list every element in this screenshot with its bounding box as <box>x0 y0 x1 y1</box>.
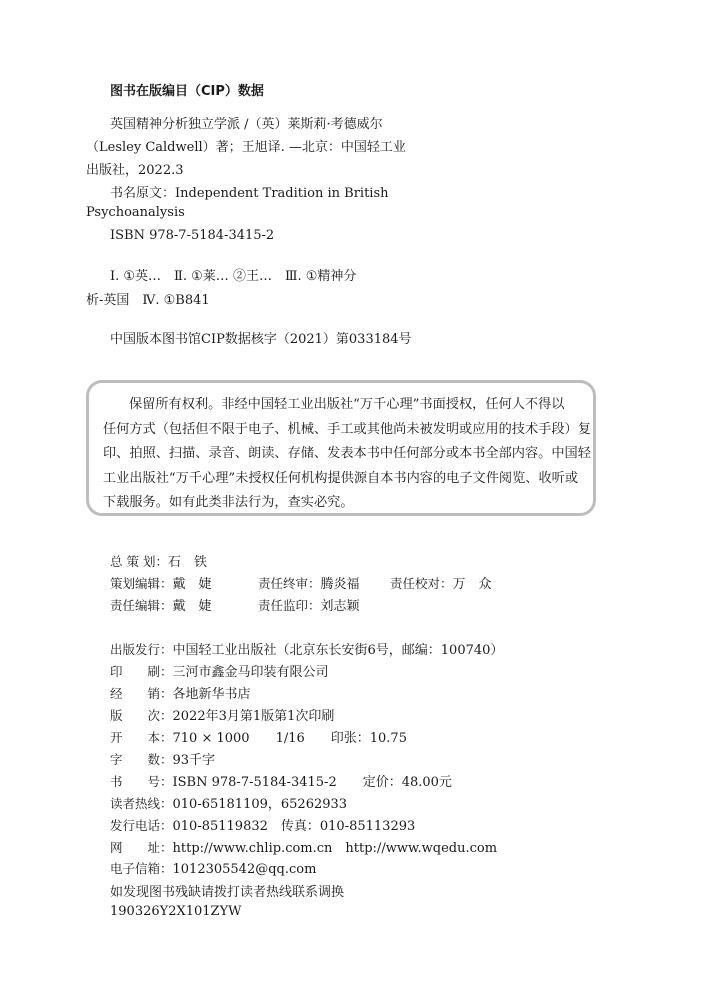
pub-words <box>110 749 215 768</box>
final-review-value: 腾炎福 <box>320 577 360 592</box>
format-label: 开 本： <box>110 730 173 745</box>
pub-edition <box>110 705 334 724</box>
pub-note: 如发现图书残缺请拨打读者热线联系调换 <box>110 885 345 900</box>
email-label: 电子信箱： <box>110 861 173 876</box>
cip-line-3: 出版社，2022.3 <box>86 163 184 178</box>
planning-editor-value: 戴 婕 <box>172 577 212 592</box>
credit-proofreader <box>390 573 492 592</box>
credit-editor <box>110 595 212 614</box>
edition-label: 版 次： <box>110 708 173 723</box>
supervisor-label: 责任监印： <box>258 598 321 613</box>
proofreader-value: 万 众 <box>452 577 492 592</box>
hotline-value: 010-65181109，65262933 <box>172 797 348 812</box>
notice-line-4: 工业出版社“万千心理”未授权任何机构提供源自本书内容的电子文件阅览、收听或 <box>103 470 579 486</box>
cip-line-isbn: ISBN 978-7-5184-3415-2 <box>110 228 275 243</box>
edition-value: 2022年3月第1版第1次印刷 <box>172 709 335 724</box>
chief-planner-label: 总 策 划： <box>110 554 168 569</box>
distributor-label: 经 销： <box>110 686 173 701</box>
credit-planning-editor <box>110 573 212 592</box>
website-value: http://www.chlip.com.cn http://www.wqedu.com <box>172 841 498 856</box>
notice-line-5: 下载服务。如有此类非法行为，查实必究。 <box>103 495 354 510</box>
cip-line-classification-2: 析-英国 Ⅳ. ①B841 <box>86 293 210 308</box>
pub-format <box>110 727 407 746</box>
pub-code: 190326Y2X101ZYW <box>110 904 242 919</box>
pub-hotline <box>110 793 347 812</box>
website-label: 网 址： <box>110 840 173 855</box>
cip-line-5: Psychoanalysis <box>86 205 185 220</box>
words-label: 字 数： <box>110 752 173 767</box>
isbn-value: ISBN 978-7-5184-3415-2 定价：48.00元 <box>172 775 452 790</box>
notice-line-3: 印、拍照、扫描、录音、朗读、存储、发表本书中任何部分或本书全部内容。中国轻 <box>103 446 591 461</box>
editor-label: 责任编辑： <box>110 598 173 613</box>
pub-isbn <box>110 771 452 790</box>
supervisor-value: 刘志颖 <box>320 599 360 614</box>
cip-line-4: 书名原文：Independent Tradition in British <box>110 186 389 201</box>
sales-phone-label: 发行电话： <box>110 818 173 833</box>
publisher-value: 中国轻工业出版社（北京东长安街6号，邮编：100740） <box>172 643 504 658</box>
cip-line-1: 英国精神分析独立学派 /（英）莱斯莉·考德威尔 <box>110 117 383 132</box>
cip-line-2: （Lesley Caldwell）著；王旭译. —北京：中国轻工业 <box>86 140 406 155</box>
words-value: 93千字 <box>172 753 216 768</box>
pub-printer <box>110 661 329 680</box>
pub-distributor <box>110 683 251 702</box>
chief-planner-value: 石 铁 <box>167 555 207 570</box>
proofreader-label: 责任校对： <box>390 576 453 591</box>
email-value: 1012305542@qq.com <box>172 862 317 877</box>
pub-publisher <box>110 639 503 658</box>
editor-value: 戴 婕 <box>172 599 212 614</box>
cip-line-record-number: 中国版本图书馆CIP数据核字（2021）第033184号 <box>110 332 412 347</box>
printer-label: 印 刷： <box>110 664 173 679</box>
hotline-label: 读者热线： <box>110 796 173 811</box>
planning-editor-label: 策划编辑： <box>110 576 173 591</box>
cip-title: 图书在版编目（CIP）数据 <box>110 84 264 99</box>
pub-website <box>110 837 497 856</box>
final-review-label: 责任终审： <box>258 576 321 591</box>
cip-line-classification-1: Ⅰ. ①英… Ⅱ. ①莱… ②王… Ⅲ. ①精神分 <box>110 269 357 284</box>
sales-phone-value: 010-85119832 传真：010-85113293 <box>172 819 416 834</box>
credit-supervisor <box>258 595 360 614</box>
pub-email <box>110 859 316 877</box>
isbn-label: 书 号： <box>110 774 173 789</box>
credit-final-review <box>258 573 360 592</box>
notice-line-1: 保留所有权利。非经中国轻工业出版社“万千心理”书面授权，任何人不得以 <box>129 397 565 412</box>
printer-value: 三河市鑫金马印装有限公司 <box>172 665 329 680</box>
copyright-notice-box <box>86 380 596 516</box>
notice-line-2: 任何方式（包括但不限于电子、机械、手工或其他尚未被发明或应用的技术手段）复 <box>103 421 591 437</box>
publisher-label: 出版发行： <box>110 642 173 657</box>
credit-chief-planner <box>110 551 207 570</box>
distributor-value: 各地新华书店 <box>172 687 251 702</box>
format-value: 710 × 1000 1/16 印张：10.75 <box>172 731 407 746</box>
pub-sales-phone <box>110 815 415 834</box>
